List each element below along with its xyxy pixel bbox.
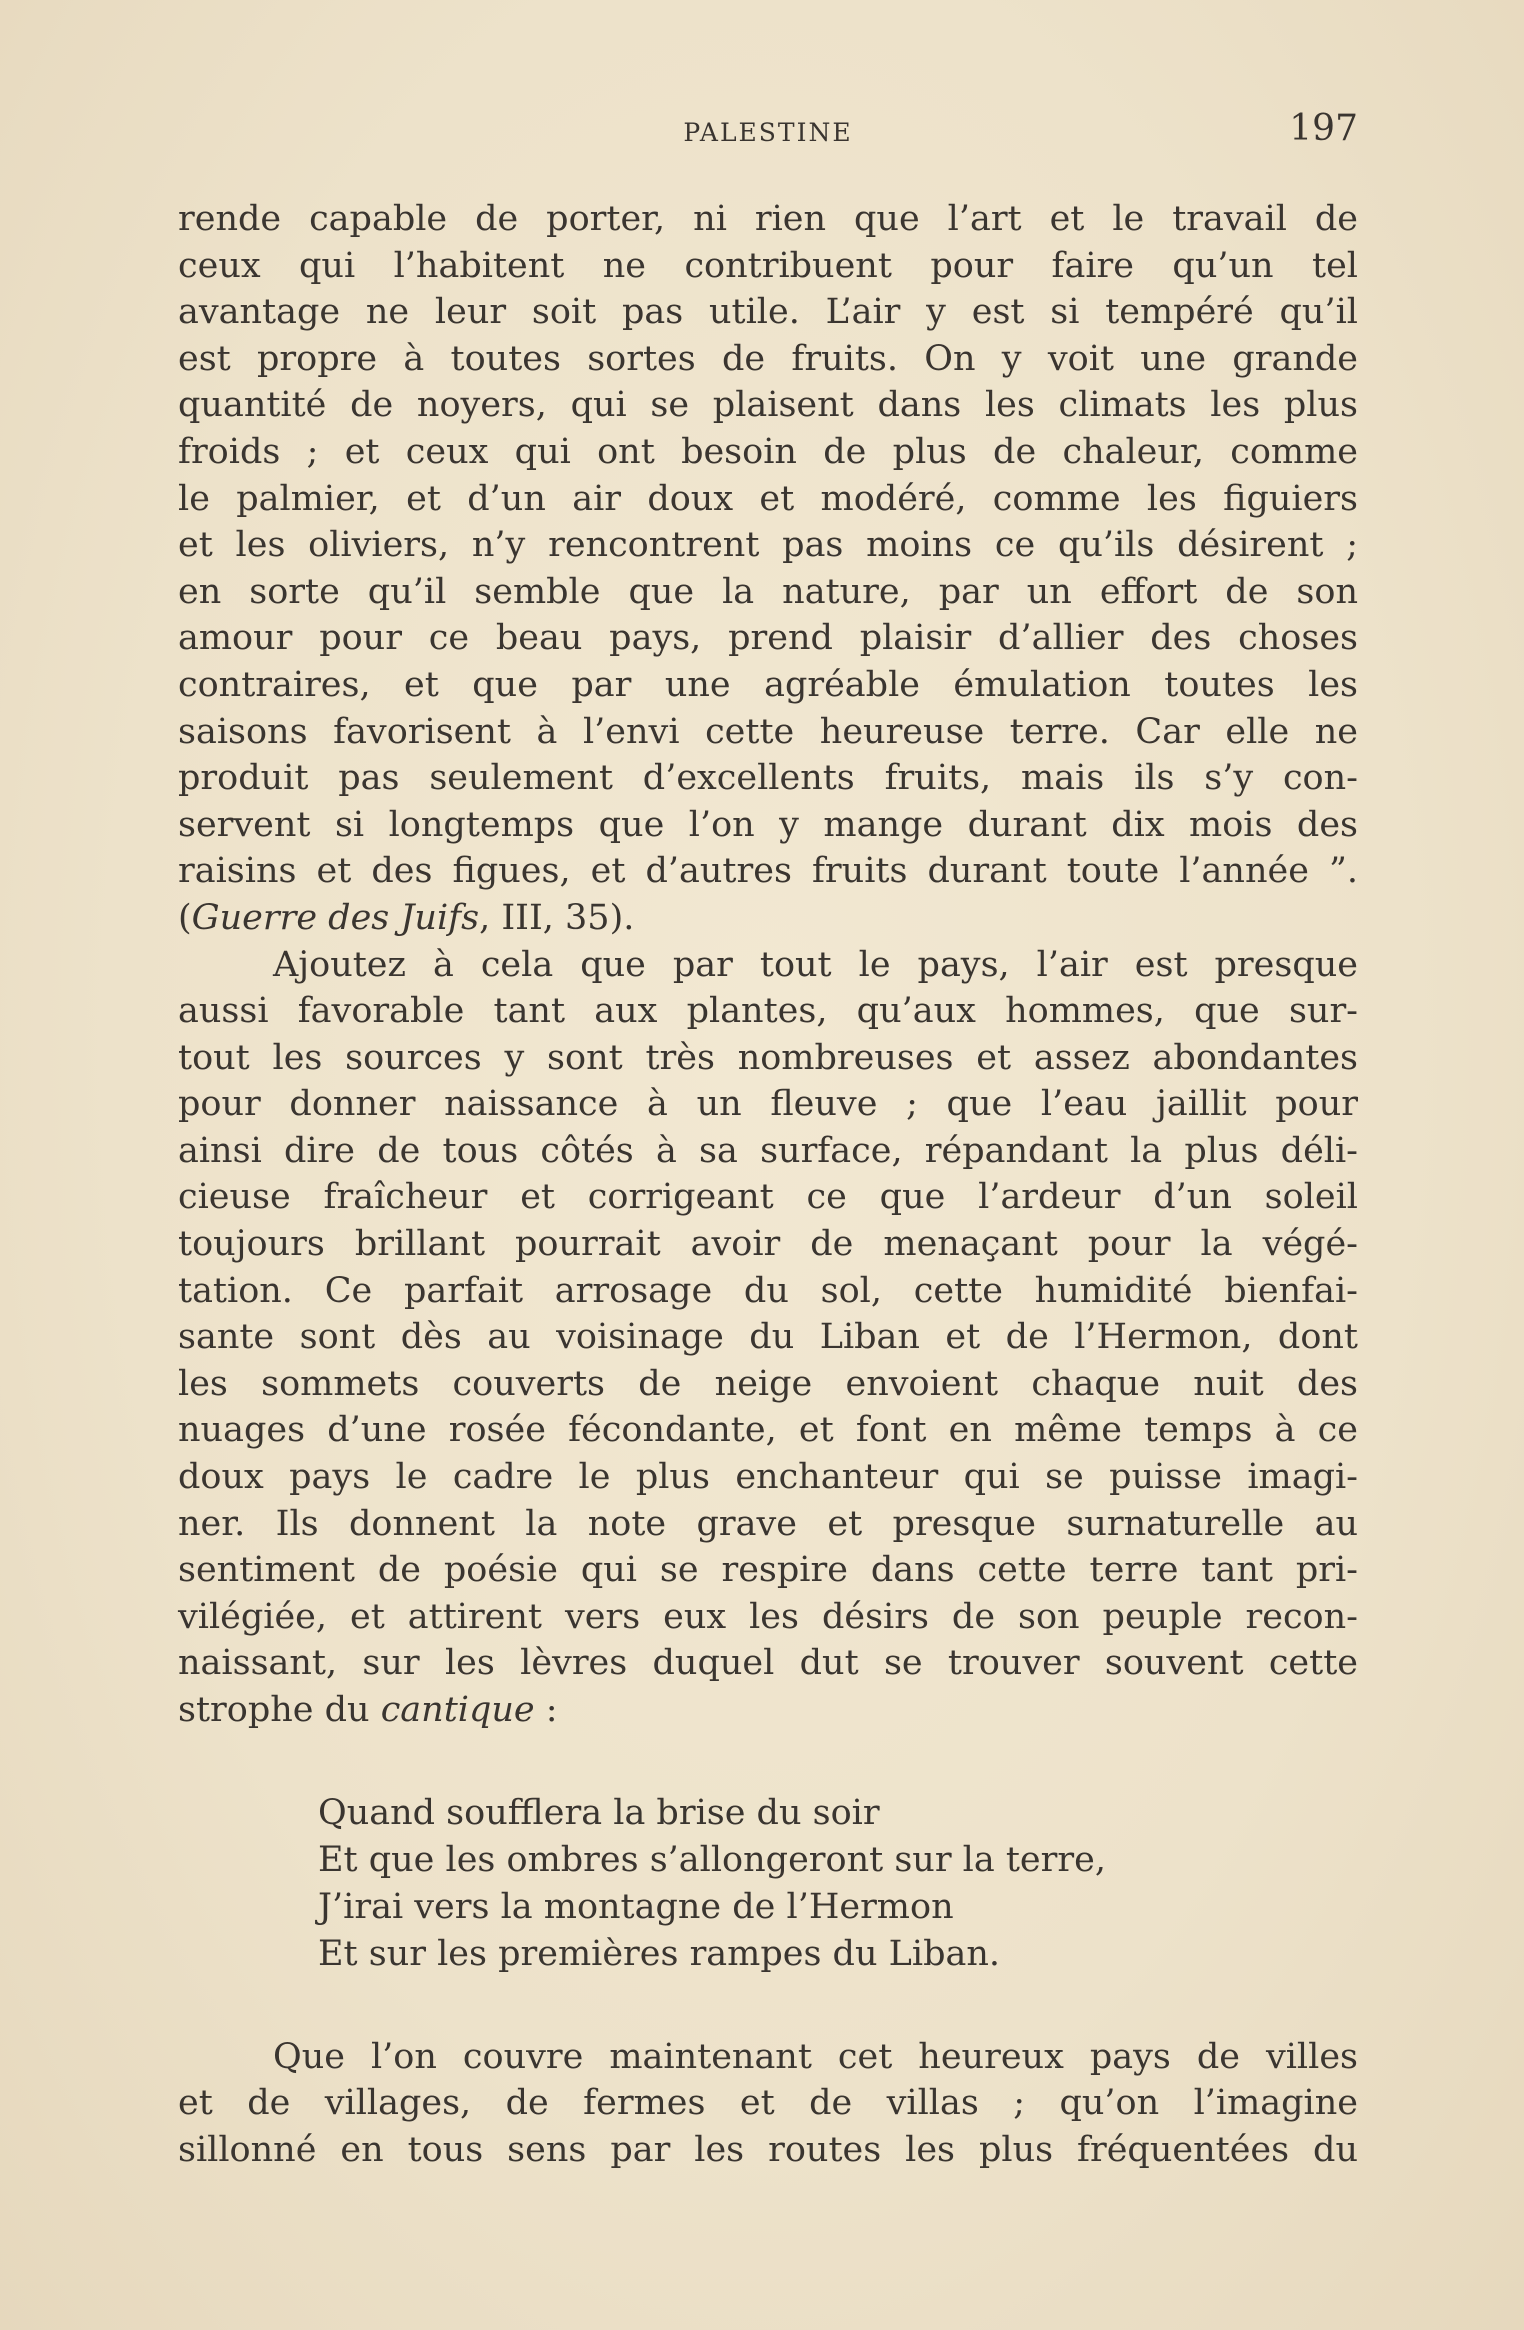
verse-line: Et que les ombres s’allongeront sur la terre, [318,1839,1106,1880]
text-line: quantité de noyers, qui se plaisent dans les climats les plus [178,385,1358,426]
text-line-last [178,1687,1358,1734]
text-line: aussi favorable tant aux plantes, qu’aux hommes, que sur- [178,991,1358,1032]
cantique-word: cantique [380,1690,535,1730]
text-line: ceux qui l’habitent ne contribuent pour faire qu’un tel [178,245,1358,286]
text-line: tout les sources y sont très nombreuses et assez abondantes [178,1037,1358,1078]
text-line: est propre à toutes sortes de fruits. On y voit une grande [178,338,1358,379]
page-number: 197 [1289,108,1358,149]
text-line: toujours brillant pourrait avoir de menaçant pour la végé- [178,1224,1358,1265]
paragraph-1 [178,196,1358,942]
text-line: vilégiée, et attirent vers eux les désirs de son peuple recon- [178,1596,1358,1637]
text-line: amour pour ce beau pays, prend plaisir d’allier des choses [178,618,1358,659]
text-line: et de villages, de fermes et de villas ; qu’on l’imagine [178,2083,1358,2124]
text-line: Que l’on couvre maintenant cet heureux pays de villes [273,2036,1358,2077]
text-line: contraires, et que par une agréable émulation toutes les [178,664,1358,705]
text-line: saisons favorisent à l’envi cette heureuse terre. Car elle ne [178,711,1358,752]
text-line: et les oliviers, n’y rencontrent pas moins ce qu’ils désirent ; [178,525,1358,566]
text-line: pour donner naissance à un fleuve ; que l’eau jaillit pour [178,1084,1358,1125]
text-line: sante sont dès au voisinage du Liban et de l’Hermon, dont [178,1317,1358,1358]
text-line: servent si longtemps que l’on y mange durant dix mois des [178,804,1358,845]
text-line: le palmier, et d’un air doux et modéré, comme les figuiers [178,478,1358,519]
running-head [178,108,1358,158]
text-line: ainsi dire de tous côtés à sa surface, répandant la plus déli- [178,1130,1358,1171]
text-line: avantage ne leur soit pas utile. L’air y est si tempéré qu’il [178,292,1358,333]
line-end: : [534,1690,558,1730]
paragraph-3 [178,2034,1358,2174]
text-line: ner. Ils donnent la note grave et presque surnaturelle au [178,1503,1358,1544]
text-line: sillonné en tous sens par les routes les plus fréquentées du [178,2129,1358,2170]
line-start: strophe du [178,1690,381,1730]
text-line: sentiment de poésie qui se respire dans cette terre tant pri- [178,1550,1358,1591]
text-line: froids ; et ceux qui ont besoin de plus de chaleur, comme [178,431,1358,472]
text-line: en sorte qu’il semble que la nature, par un effort de son [178,571,1358,612]
running-title: PALESTINE [683,118,853,147]
text-line: Ajoutez à cela que par tout le pays, l’air est presque [273,944,1358,985]
citation-open: ( [178,897,192,938]
text-line: doux pays le cadre le plus enchanteur qui se puisse imagi- [178,1457,1358,1498]
text-line: tation. Ce parfait arrosage du sol, cette humidité bienfai- [178,1270,1358,1311]
verse-block [178,1790,1358,1978]
text-line: cieuse fraîcheur et corrigeant ce que l’ardeur d’un soleil [178,1177,1358,1218]
text-line: produit pas seulement d’excellents fruits, mais ils s’y con- [178,758,1358,799]
citation-title: Guerre des Juifs [191,897,480,938]
verse-line: J’irai vers la montagne de l’Hermon [318,1886,954,1927]
text-line: nuages d’une rosée fécondante, et font en même temps à ce [178,1410,1358,1451]
citation-rest: , III, 35). [479,897,635,938]
verse-line: Quand soufflera la brise du soir [318,1792,880,1833]
paragraph-2 [178,942,1358,1734]
text-line: raisins et des figues, et d’autres fruits durant toute l’année ”. [178,851,1358,892]
citation-line [178,895,1358,942]
verse-line: Et sur les premières rampes du Liban. [318,1933,1001,1974]
text-line: rende capable de porter, ni rien que l’art et le travail de [178,199,1358,239]
text-line: naissant, sur les lèvres duquel dut se trouver souvent cette [178,1643,1358,1684]
text-line: les sommets couverts de neige envoient chaque nuit des [178,1363,1358,1404]
body-text [178,196,1358,2173]
